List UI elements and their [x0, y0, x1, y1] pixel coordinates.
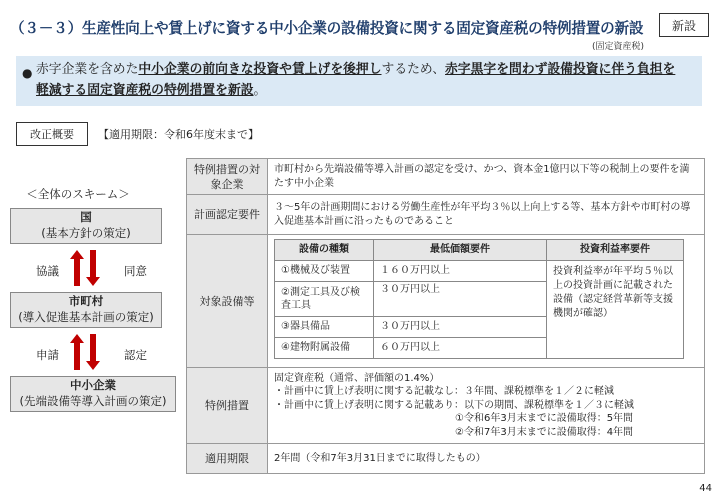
arrow-label-consult: 協議 [36, 264, 59, 278]
measure-table [186, 158, 705, 474]
scheme-box-sme-name: 中小企業 [70, 378, 116, 392]
scheme-box-sme [10, 376, 176, 412]
equipment-type: ④建物附属設備 [275, 338, 374, 359]
row-head-deadline: 適用期限 [187, 444, 268, 474]
scheme-box-sme-sub: (先端設備等導入計画の策定) [19, 394, 167, 408]
equipment-price: ３０万円以上 [374, 317, 547, 338]
summary-text-2: するため、 [381, 62, 445, 77]
measure-line: ①令和6年3月末までに設備取得：5年間 [455, 413, 634, 425]
equipment-type: ③器具備品 [275, 317, 374, 338]
scheme-box-national-sub: (基本方針の策定) [41, 226, 131, 240]
equipment-type: ②測定工具及び検査工具 [275, 282, 374, 317]
equipment-row [275, 261, 684, 282]
summary-text [36, 59, 686, 101]
bidirectional-arrow-icon [70, 250, 100, 286]
page-number: 44 [699, 483, 712, 494]
revision-summary-label: 改正概要 [16, 122, 88, 146]
measure-line: 固定資産税（通常、評価額の1.4%） [274, 372, 440, 384]
arrow-label-agree: 同意 [124, 264, 147, 278]
arrow-label-apply: 申請 [36, 348, 59, 362]
scheme-box-municipality [10, 292, 162, 328]
equipment-roi: 投資利益率が年平均５％以上の投資計画に記載された設備（認定経営革新等支援機関が確認） [547, 261, 684, 359]
summary-text-3: 。 [253, 83, 267, 98]
equipment-header: 投資利益率要件 [547, 240, 684, 261]
equipment-type: ①機械及び装置 [275, 261, 374, 282]
equipment-price: １６０万円以上 [374, 261, 547, 282]
row-head-equipment: 対象設備等 [187, 235, 268, 368]
scheme-box-national [10, 208, 162, 244]
scheme-title: ＜全体のスキーム＞ [26, 187, 130, 201]
scheme-box-national-name: 国 [80, 210, 92, 224]
new-badge: 新設 [659, 13, 709, 37]
measure-line: ・計画中に賃上げ表明に関する記載あり：以下の期間、課税標準を１／３に軽減 [274, 399, 634, 411]
row-body-special-measure [268, 368, 705, 444]
bullet-icon: ● [22, 66, 33, 80]
row-body-equipment [268, 235, 705, 368]
scheme-box-municipality-sub: (導入促進基本計画の策定) [18, 310, 154, 324]
row-head-special-measure: 特例措置 [187, 368, 268, 444]
measure-line: ②令和7年3月末までに設備取得：4年間 [455, 426, 634, 438]
scheme-box-municipality-name: 市町村 [68, 294, 104, 308]
application-period: 【適用期限：令和6年度末まで】 [98, 128, 259, 141]
equipment-price: ６０万円以上 [374, 338, 547, 359]
equipment-header-row [275, 240, 684, 261]
equipment-header: 最低価額要件 [374, 240, 547, 261]
equipment-header: 設備の種類 [275, 240, 374, 261]
summary-text-1: 赤字企業を含めた [36, 62, 139, 77]
equipment-price: ３０万円以上 [374, 282, 547, 317]
table-row [187, 235, 705, 368]
row-body-target: 市町村から先端設備等導入計画の認定を受け、かつ、資本金1億円以下等の税制上の要件を満たす中小企業 [268, 159, 705, 195]
equipment-table [274, 239, 684, 359]
row-body-deadline: 2年間（令和7年3月31日までに取得したもの） [268, 444, 705, 474]
row-body-plan: ３～5年の計画期間における労働生産性が年平均３％以上向上する等、基本方針や市町村の導入促進基本計画に沿ったものであること [268, 195, 705, 235]
summary-emphasis-1: 中小企業の前向きな投資や賃上げを後押し [138, 62, 382, 77]
arrow-label-certify: 認定 [124, 348, 147, 362]
table-row [187, 368, 705, 444]
page-title: （３－３）生産性向上や賃上げに資する中小企業の設備投資に関する固定資産税の特例措置の新設 [10, 20, 644, 37]
measure-line: ・計画中に賃上げ表明に関する記載なし：３年間、課税標準を１／２に軽減 [274, 386, 614, 398]
row-head-plan: 計画認定要件 [187, 195, 268, 235]
table-row [187, 444, 705, 474]
summary-emphasis-2: 赤字黒字を問わず設備投資に伴う負担を軽減する固定資産税の特例措置を新設 [36, 62, 676, 98]
page-subtitle: (固定資産税) [592, 42, 645, 52]
bidirectional-arrow-icon [70, 334, 100, 370]
table-row [187, 195, 705, 235]
table-row [187, 159, 705, 195]
row-head-target: 特例措置の対象企業 [187, 159, 268, 195]
